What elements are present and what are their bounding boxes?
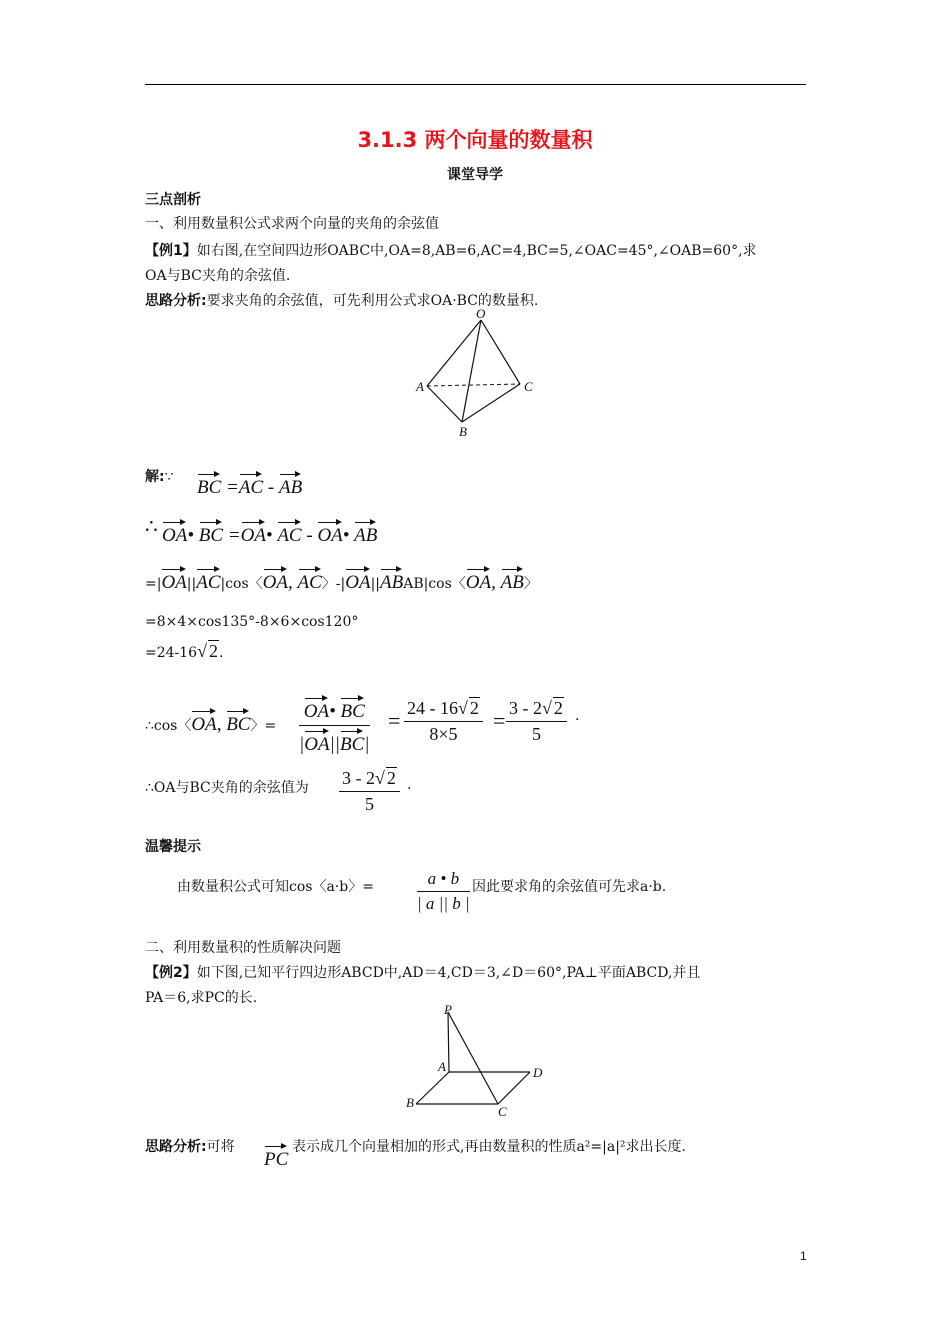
edge-AB [416,1072,449,1104]
edge-OB [462,320,481,422]
equals-sign-1: = [388,708,401,733]
part2-heading: 二、利用数量积的性质解决问题 [145,940,341,956]
page-title: 3.1.3 两个向量的数量积 [357,128,593,152]
solution-eq2: OA• BC =OA• AC - OA• AB [162,519,377,547]
example2-line2: PA＝6,求PC的长. [145,990,258,1006]
vec-OA: OA [191,708,216,736]
analysis1-text: 要求夹角的余弦值，可先利用公式求OA·BC的数量积. [206,293,539,309]
vec-BC: BC [199,519,223,547]
fraction-numeric: $\frac{24 - 16√ 2}{8\times 5}$ [404,697,483,745]
example2-text: 如下图,已知平行四边形ABCD中,AD＝4,CD＝3,∠D＝60°,PA⊥平面ABCD,并且 [196,965,701,981]
edge-PA [448,1012,449,1072]
solution-eq1: BC =AC - AB [197,471,302,499]
solution-eq6-left: ∴cos〈OA, BC〉= [145,708,276,736]
label-A: A [438,1059,446,1074]
section-heading: 三点剖析 [145,192,201,208]
analysis2-label: 思路分析: [145,1139,207,1155]
tip-fraction: $\frac{a • b}{| a || b |}$ [417,869,470,913]
edge-PC [448,1012,498,1104]
vec-AB: AB [501,566,524,594]
edge-CD [498,1072,530,1104]
period-eq6: . [575,708,580,724]
analysis1-label: 思路分析: [145,293,207,309]
solution-eq4: =8×4×cos135°-8×6×cos120° [145,614,359,630]
conclusion-fraction: $\frac{3 - 2√ 2}{5}$ [339,767,400,815]
example2-tag: 【例2】 [145,965,197,981]
edge-OA [427,320,481,386]
example1-line1 [145,240,757,260]
label-P: P [444,1002,452,1017]
edge-AC-dashed [427,384,520,386]
analysis2: 思路分析:可将 [145,1139,235,1155]
vec-OA: OA [241,519,266,547]
conclusion-period: . [407,777,412,793]
header-rule [145,84,806,85]
solution-line1: 解:∵ [145,469,174,485]
edge-OC [481,320,520,384]
vec-AC: AC [196,566,220,594]
solution-eq3: =|OA||AC|cos〈OA, AC〉-|OA||ABAB|cos〈OA, AB〉 [145,566,538,594]
example2-line1 [145,962,700,982]
tip-text-after: 因此要求角的余弦值可先求a·b. [472,879,667,895]
solution-label: 解: [145,469,165,485]
fraction-cos-definition: $\frac{OA• BC}{|OA||BC|}$ [299,695,370,756]
label-B: B [406,1095,414,1110]
label-B: B [459,424,467,439]
tip-heading: 温馨提示 [145,839,201,855]
parallelogram-figure [400,1000,550,1122]
vec-OA: OA [317,519,342,547]
tip-text-before: 由数量积公式可知cos〈a·b〉= [177,879,374,895]
page-number: 1 [800,1249,807,1263]
equals-sign-2: = [493,708,506,733]
label-C: C [524,379,533,394]
vec-AC: AC [239,471,263,499]
example1-tag: 【例1】 [145,243,197,259]
label-D: D [533,1065,543,1080]
vec-OA: OA [161,566,186,594]
fraction-result: $\frac{3 - 2√ 2}{5}$ [506,697,567,745]
vec-BC: BC [226,708,250,736]
conclusion-text: ∴OA与BC夹角的余弦值为 [145,780,309,796]
vec-OA: OA [162,519,187,547]
vec-BC: BC [197,471,221,499]
vec-OA: OA [466,566,491,594]
vec-PC: PC [264,1143,288,1171]
tetrahedron-figure [412,302,542,442]
therefore-symbol-2: ∴ [145,514,158,538]
vec-AC: AC [298,566,322,594]
analysis2-after: 表示成几个向量相加的形式,再由数量积的性质a²=|a|²求出长度. [292,1139,686,1155]
vec-AC: AC [277,519,301,547]
example1-text: 如右图,在空间四边形OABC中,OA=8,AB=6,AC=4,BC=5,∠OAC=45°,∠OAB=60°,求 [196,243,757,259]
vec-OA: OA [263,566,288,594]
page-subtitle: 课堂导学 [447,167,503,183]
edge-BC [462,384,520,422]
label-C: C [498,1104,507,1119]
label-A: A [416,379,424,394]
edge-AB [427,386,462,422]
solution-eq5: =24-16√ 2. [145,641,224,661]
label-O: O [476,306,486,321]
vec-AB: AB [279,471,302,499]
part1-heading: 一、利用数量积公式求两个向量的夹角的余弦值 [145,216,439,232]
vec-AB: AB [380,566,403,594]
vec-OA: OA [345,566,370,594]
example1-line2: OA与BC夹角的余弦值. [145,268,291,284]
vec-AB: AB [354,519,377,547]
